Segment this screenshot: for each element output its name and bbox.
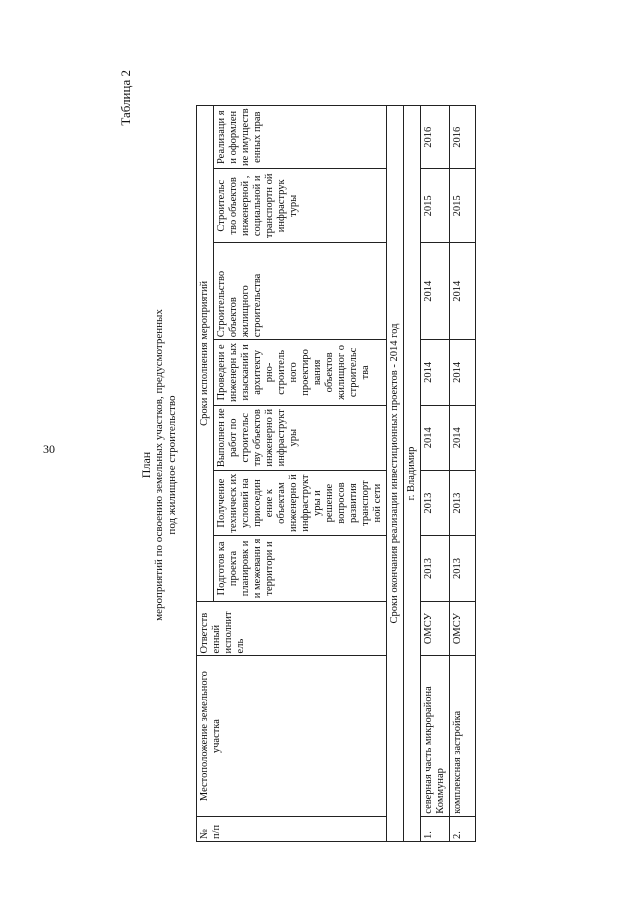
header-group-deadlines: Сроки исполнения мероприятий: [197, 106, 214, 602]
row-value: 2016: [421, 106, 450, 169]
header-col-housing: Строительство объектов жилищного строительства: [214, 243, 387, 340]
section-row: [387, 106, 404, 842]
header-col-property-rights: Реализаци я и оформлен ие имуществ енных прав: [214, 106, 387, 169]
document-title: [140, 70, 179, 860]
table-row: [421, 106, 450, 842]
city-name: г. Владимир: [404, 106, 421, 842]
header-col-infra-works: Выполнен ие работ по строительс тву объектов инженерно й инфраструктуры: [214, 405, 387, 470]
header-row-1: [197, 106, 214, 842]
row-location: северная часть микрорайона Коммунар: [421, 656, 450, 816]
header-col-social-infra: Строительс тво объектов инженерной , социальной и транспортн ой инфраструк туры: [214, 169, 387, 243]
row-value: 2016: [450, 106, 476, 169]
row-executor: ОМСУ: [421, 601, 450, 656]
header-col-surveys: Проведени е инженерн ых изысканий и архитекту рно- строитель ного проектиро вания объектов жилищног о строительс тва: [214, 340, 387, 405]
title-line-2: мероприятий по освоению земельных участков, предусмотренных: [153, 309, 165, 621]
row-value: 2014: [450, 243, 476, 340]
row-value: 2013: [450, 536, 476, 601]
table-label: Таблица 2: [118, 70, 133, 126]
section-title: Сроки окончания реализации инвестиционных проектов - 2014 год: [387, 106, 404, 842]
row-value: 2014: [421, 243, 450, 340]
header-executor: Ответств енный исполнит ель: [197, 601, 387, 656]
row-value: 2013: [421, 470, 450, 535]
city-row: [404, 106, 421, 842]
row-num: 2.: [450, 816, 476, 841]
row-value: 2014: [421, 340, 450, 405]
row-value: 2014: [450, 405, 476, 470]
title-line-3: под жилищное строительство: [166, 395, 178, 535]
row-executor: ОМСУ: [450, 601, 476, 656]
row-value: 2015: [421, 169, 450, 243]
table-row: [450, 106, 476, 842]
row-value: 2014: [421, 405, 450, 470]
row-value: 2013: [421, 536, 450, 601]
rotated-page-content: [120, 70, 640, 860]
row-value: 2014: [450, 340, 476, 405]
plan-table: [196, 105, 476, 842]
header-location: Местоположение земельного участка: [197, 656, 387, 816]
row-num: 1.: [421, 816, 450, 841]
page-number: 30: [43, 442, 55, 456]
header-col-planning: Подготов ка проекта планировк и и межевани я территори и: [214, 536, 387, 601]
row-value: 2013: [450, 470, 476, 535]
header-col-tech-conditions: Получение техническ их условий на присоедин ение к объектам инженерно й инфраструктуры и решение вопросов развития транспорт ной сети: [214, 470, 387, 535]
row-value: 2015: [450, 169, 476, 243]
header-num: № п/п: [197, 816, 387, 841]
title-line-1: План: [139, 451, 153, 479]
row-location: комплексная застройка: [450, 656, 476, 816]
